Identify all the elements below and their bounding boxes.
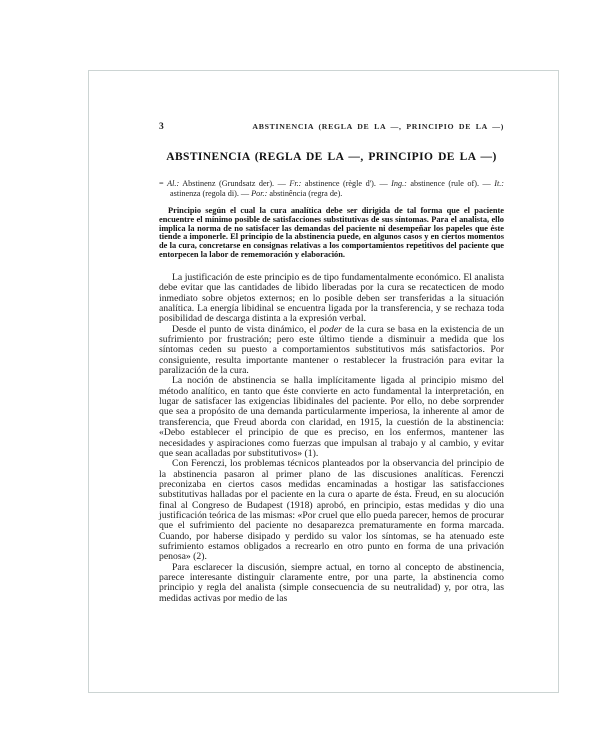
language-label-english: Ing.: [391, 179, 407, 188]
language-label-portuguese: Por.: [251, 188, 268, 198]
body-paragraph [159, 563, 504, 604]
language-equivalents [159, 179, 504, 198]
language-text-italian: astinenza (regola di). — [170, 188, 252, 198]
paragraph-text: La justificación de este principio es de tipo fundamentalmente económico. El analista debe evitar que las cantidades de libido liberadas por la cura se recatecticen de modo inmediato sobre objetos externos; en lo posible deben ser transferidas a la situación analítica. La energía libidinal se encuentra ligada por la transferencia, y se rechaza toda posibilidad de descarga distinta a la expresión verbal. [159, 272, 504, 325]
running-header [159, 122, 504, 132]
paragraph-text: Con Ferenczi, los problemas técnicos planteados por la observancia del principio de la abstinencia pasaron al primer plano de las discusiones analíticas. Ferenczi preconizaba en ciertos casos medidas encaminadas a hostigar las satisfacciones substitutivas halladas por el paciente en la cura o aparte de ésta. Freud, en su alocución final al Congreso de Budapest (1918) aprobó, en principio, estas medidas y dio una justificación teórica de las mismas: «Por cruel que ello pueda parecer, hemos de procurar que el sufrimiento del paciente no desaparezca prematuramente en forma marcada. Cuando, por haberse disipado y perdido su valor los síntomas, se ha atenuado este sufrimiento estamos obligados a recrearlo en otro punto en forma de una privación penosa» (2). [159, 458, 504, 563]
language-text-english: abstinence (rule of). — [406, 179, 495, 188]
body-paragraph [159, 376, 504, 459]
language-prefix: = [159, 179, 168, 188]
language-label-italian: It.: [494, 179, 504, 188]
body-paragraph [159, 273, 504, 325]
language-label-german: Al.: [167, 179, 180, 188]
definition-paragraph: Principio según el cual la cura analítica debe ser dirigida de tal forma que el paciente encuentre el mínimo posible de satisfacciones substitutivas de sus síntomas. Para el analista, ello implica la norma de no satisfacer las demandas del paciente ni desempeñar los papeles que éste tiende a imponerle. El principio de la abstinencia puede, en algunos casos y en ciertos momentos de la cura, concretarse en consignas relativas a los comportamientos repetitivos del paciente que entorpecen la labor de rememoración y elaboración. [159, 206, 504, 259]
paragraph-text: Para esclarecer la discusión, siempre actual, en torno al concepto de abstinencia, parece interesante distinguir claramente entre, por una parte, la abstinencia como principio y regla del analista (simple consecuencia de su neutralidad) y, por otra, las medidas activas por medio de las [159, 561, 504, 604]
body-paragraph [159, 325, 504, 377]
language-label-french: Fr.: [289, 179, 302, 188]
language-text-portuguese: abstinência (regra de). [267, 188, 343, 198]
paragraph-text: La noción de abstinencia se halla implícitamente ligada al principio mismo del método analítico, en tanto que éste convierte en acto fundamental la interpretación, en lugar de satisfacer las exigencias libidinales del paciente. Por ello, no debe sorprender que sea a propósito de una demanda particularmente imperiosa, la inherente al amor de transferencia, que Freud aborda con claridad, en 1915, la cuestión de la abstinencia: «Debo establecer el principio de que es preciso, en los enfermos, mantener las necesidades y aspiraciones como fuerzas que impulsan al trabajo y al cambio, y evitar que sean acalladas por substitutivos» (1). [159, 375, 504, 459]
paragraph-text: Desde el punto de vista dinámico, el [172, 323, 320, 335]
book-page [88, 70, 559, 693]
language-text-german: Abstinenz (Grundsatz der). — [179, 179, 290, 188]
body-paragraph [159, 459, 504, 562]
paragraph-italic: poder [319, 323, 342, 335]
page-number: 3 [159, 122, 164, 132]
entry-body [159, 273, 504, 604]
definition-block [159, 207, 504, 260]
running-head-title: ABSTINENCIA (REGLA DE LA —, PRINCIPIO DE LA —) [252, 122, 504, 131]
language-text-french: abstinence (règle d'). — [301, 179, 392, 188]
entry-title: ABSTINENCIA (REGLA DE LA —, PRINCIPIO DE LA —) [166, 151, 497, 163]
paragraph-text: de la cura se basa en la existencia de un sufrimiento por frustración; pero este último tiende a disminuir a medida que los síntomas ceden su puesto a comportamientos substitutivos más satisfactorios. Por consiguiente, resulta importante mantener o restablecer la frustración para evitar la paralización de la cura. [159, 323, 504, 377]
